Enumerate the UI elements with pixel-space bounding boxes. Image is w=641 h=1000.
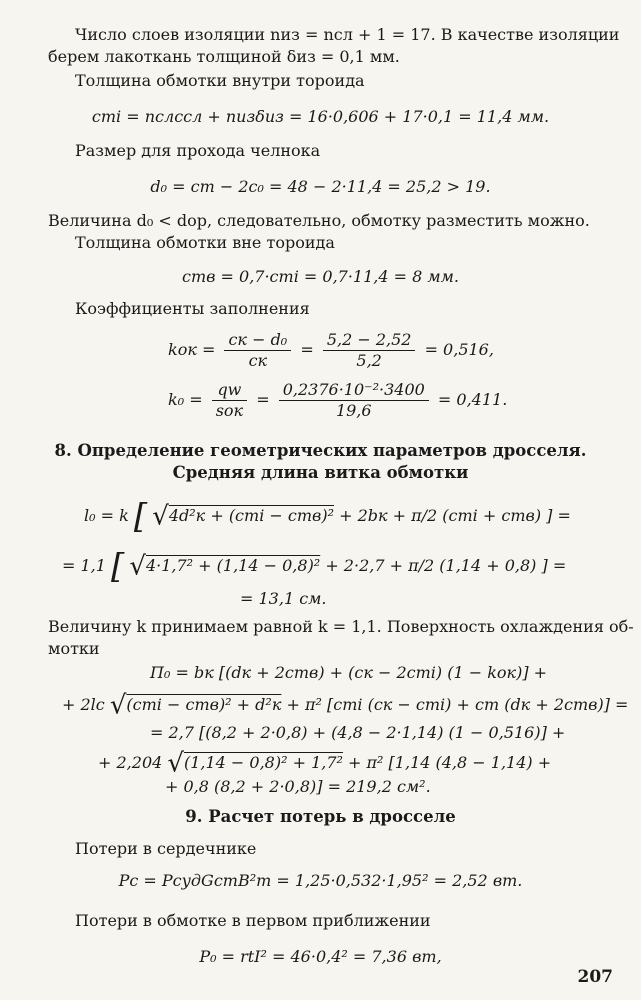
equation-d0: d₀ = cт − 2c₀ = 48 − 2·11,4 = 25,2 > 19.: [150, 177, 491, 196]
eq-lhs: l₀ = k: [84, 506, 129, 525]
numerator: qw: [212, 380, 247, 401]
eq-lhs: + 2lс: [62, 695, 105, 714]
section-subheading-8: Средняя длина витка обмотки: [172, 463, 469, 482]
equation-c-ti: cтi = nслcсл + nизδиз = 16·0,606 + 17·0,1 = 11,4 мм.: [91, 107, 550, 126]
text-line: Потери в сердечнике: [75, 839, 257, 858]
radical-sign: √: [152, 501, 169, 532]
text-line: мотки: [48, 639, 100, 658]
bracket-close: ] =: [541, 556, 567, 575]
eq-rest: + 2·2,7 + π/2 (1,14 + 0,8): [325, 556, 537, 575]
denominator: 5,2: [356, 351, 382, 370]
page-number: 207: [577, 967, 613, 987]
eq-lhs: kок =: [168, 340, 216, 359]
eq-rhs: = 0,516,: [424, 340, 494, 359]
numerator: 5,2 − 2,52: [323, 330, 416, 351]
equation-k0: [168, 378, 507, 422]
text-line: Толщина обмотки внутри тороида: [75, 71, 365, 90]
text-line: Число слоев изоляции nиз = nсл + 1 = 17. В качестве изоляции: [75, 25, 620, 44]
equation-k-ok: [168, 328, 494, 372]
eq-sign: =: [300, 340, 314, 359]
bracket-close: ] =: [546, 506, 571, 525]
fraction: [224, 330, 291, 371]
fraction: [212, 380, 247, 421]
equation-P0-b: [62, 688, 628, 723]
equation-Pc: Pс = PсудGстB²m = 1,25·0,532·1,95² = 2,52 вт.: [118, 871, 523, 890]
text-line: Величину k принимаем равной k = 1,1. Поверхность охлаждения об-: [48, 617, 634, 636]
equation-P0-a: П₀ = bк [(dк + 2cтв) + (cк − 2cтi) (1 − kок)] +: [150, 663, 548, 682]
equation-P0-d: [98, 748, 551, 779]
eq-rest: + π² [cтi (cк − cтi) + cт (dк + 2cтв)] =: [286, 695, 629, 714]
equation-P0-c: = 2,7 [(8,2 + 2·0,8) + (4,8 − 2·1,14) (1 − 0,516)] +: [150, 723, 566, 742]
denominator: sок: [215, 401, 244, 420]
eq-rest: + 2bк + π/2 (cтi + cтв): [339, 506, 542, 525]
text-line: Величина d₀ < dор, следовательно, обмотку разместить можно.: [48, 211, 590, 230]
equation-l0: [84, 494, 571, 539]
equation-P0-e: + 0,8 (8,2 + 2·0,8)] = 219,2 см².: [165, 777, 431, 796]
radicand: 4d²к + (cтi − cтв)²: [168, 506, 334, 525]
fraction: [323, 330, 416, 371]
eq-lhs: k₀ =: [168, 390, 203, 409]
numerator: 0,2376·10⁻²·3400: [279, 380, 429, 401]
equation-l0-result: = 13,1 см.: [240, 589, 327, 608]
text-line: берем лакоткань толщиной δиз = 0,1 мм.: [48, 47, 400, 66]
radicand: (cтi − cтв)² + d²к: [126, 695, 282, 714]
radical-sign: √: [167, 748, 184, 779]
denominator: 19,6: [335, 401, 372, 420]
text-line: Толщина обмотки вне тороида: [75, 233, 335, 252]
section-heading-8: 8. Определение геометрических параметров дросселя.: [54, 441, 587, 460]
radical-sign: √: [109, 690, 127, 721]
equation-c-tv: cтв = 0,7·cтi = 0,7·11,4 = 8 мм.: [182, 267, 459, 286]
text-line: Потери в обмотке в первом приближении: [75, 911, 431, 930]
fraction: [279, 380, 429, 421]
radicand: (1,14 − 0,8)² + 1,7²: [183, 753, 343, 772]
eq-rest: + π² [1,14 (4,8 − 1,14) +: [348, 753, 552, 772]
equation-l0-numeric: [62, 544, 566, 589]
eq-sign: =: [256, 390, 270, 409]
radicand: 4·1,7² + (1,14 − 0,8)²: [145, 556, 321, 575]
section-heading-9: 9. Расчет потерь в дросселе: [185, 807, 456, 826]
equation-P0-winding: P₀ = rtI² = 46·0,4² = 7,36 вт,: [199, 947, 442, 966]
text-line: Коэффициенты заполнения: [75, 299, 310, 318]
eq-rhs: = 0,411.: [437, 390, 508, 409]
text-line: Размер для прохода челнока: [75, 141, 321, 160]
numerator: cк − d₀: [224, 330, 291, 351]
denominator: cк: [248, 351, 268, 370]
bracket-open: [: [133, 496, 148, 537]
bracket-open: [: [111, 546, 125, 587]
radical-sign: √: [129, 551, 146, 582]
eq-lhs: = 1,1: [62, 556, 106, 575]
eq-lhs: + 2,204: [98, 753, 163, 772]
